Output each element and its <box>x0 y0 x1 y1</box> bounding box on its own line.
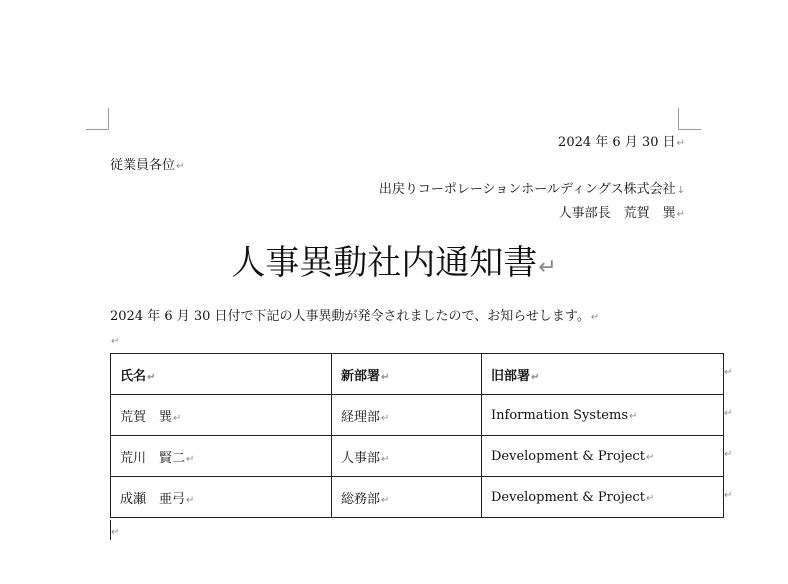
table-cell[interactable] <box>482 436 724 477</box>
row-end-mark-icon: ↵ <box>724 490 733 501</box>
recipients-text: 従業員各位 <box>110 158 176 173</box>
row-end-mark-icon: ↵ <box>724 408 733 419</box>
cell-end-mark-icon: ↵ <box>186 494 195 506</box>
header-label: 旧部署 <box>491 368 531 384</box>
cell-end-mark-icon: ↵ <box>381 494 390 506</box>
header-label: 氏名 <box>120 368 147 384</box>
cell-end-mark-icon: ↵ <box>645 451 655 463</box>
table-cell[interactable] <box>332 395 482 436</box>
sender-line[interactable] <box>559 206 685 223</box>
header-cell-name[interactable] <box>111 354 332 395</box>
table-cell[interactable] <box>111 436 332 477</box>
table-row <box>111 395 724 436</box>
header-label: 新部署 <box>341 368 381 384</box>
company-line[interactable] <box>379 182 685 199</box>
empty-paragraph[interactable] <box>110 524 119 541</box>
table-cell[interactable] <box>332 477 482 518</box>
date-line[interactable] <box>558 135 685 152</box>
sender-text: 人事部長 荒賀 巽 <box>558 206 676 221</box>
cell-text: 総務部 <box>341 491 381 507</box>
cell-end-mark-icon: ↵ <box>645 492 655 504</box>
intro-text: 2024 年 6 月 30 日付で下記の人事異動が発令されましたので、お知らせします。 <box>110 309 590 324</box>
cell-text: Development & Project <box>491 489 645 505</box>
cell-end-mark-icon: ↵ <box>381 453 390 465</box>
table-cell[interactable] <box>482 395 724 436</box>
table-row <box>111 436 724 477</box>
paragraph-mark-icon: ↵ <box>676 209 685 220</box>
title-text: 人事異動社内通知書 <box>231 243 538 283</box>
document-title[interactable] <box>0 240 788 291</box>
paragraph-mark-icon: ↵ <box>676 138 685 149</box>
table-cell[interactable] <box>332 436 482 477</box>
cell-end-mark-icon: ↵ <box>531 371 540 383</box>
cell-end-mark-icon: ↵ <box>629 410 638 422</box>
line-break-mark-icon: ↓ <box>676 185 685 196</box>
table-row <box>111 477 724 518</box>
intro-paragraph[interactable] <box>110 309 599 326</box>
header-cell-old-dept[interactable] <box>482 354 724 395</box>
row-end-mark-icon: ↵ <box>724 367 733 378</box>
cell-end-mark-icon: ↵ <box>147 371 156 383</box>
empty-paragraph[interactable] <box>110 333 119 350</box>
cell-text: 成瀬 亜弓 <box>120 491 186 507</box>
company-text: 出戻りコーポレーションホールディングス株式会社 <box>378 182 676 197</box>
margin-corner-mark-left <box>86 108 109 130</box>
recipients-line[interactable] <box>110 158 184 175</box>
cell-end-mark-icon: ↵ <box>381 371 390 383</box>
date-text: 2024 年 6 月 30 日 <box>558 135 676 150</box>
header-cell-new-dept[interactable] <box>332 354 482 395</box>
paragraph-mark-icon: ↵ <box>538 255 557 280</box>
cell-text: 荒川 賢二 <box>120 450 186 466</box>
cell-end-mark-icon: ↵ <box>381 412 390 424</box>
cell-text: Information Systems <box>491 407 628 423</box>
margin-corner-mark-right <box>678 108 701 130</box>
table-header-row <box>111 354 724 395</box>
cell-text: 人事部 <box>341 450 381 466</box>
cell-end-mark-icon: ↵ <box>173 412 182 424</box>
row-end-mark-icon: ↵ <box>724 449 733 460</box>
paragraph-mark-icon: ↵ <box>111 336 120 347</box>
cell-text: 荒賀 巽 <box>120 409 173 425</box>
paragraph-mark-icon: ↵ <box>176 161 185 172</box>
cell-text: 経理部 <box>341 409 381 425</box>
paragraph-mark-icon: ↵ <box>590 312 600 323</box>
paragraph-mark-icon: ↵ <box>111 527 120 538</box>
table-cell[interactable] <box>111 477 332 518</box>
cell-end-mark-icon: ↵ <box>186 453 195 465</box>
cell-text: Development & Project <box>491 448 645 464</box>
table-cell[interactable] <box>482 477 724 518</box>
transfer-table[interactable] <box>110 353 724 518</box>
table-cell[interactable] <box>111 395 332 436</box>
